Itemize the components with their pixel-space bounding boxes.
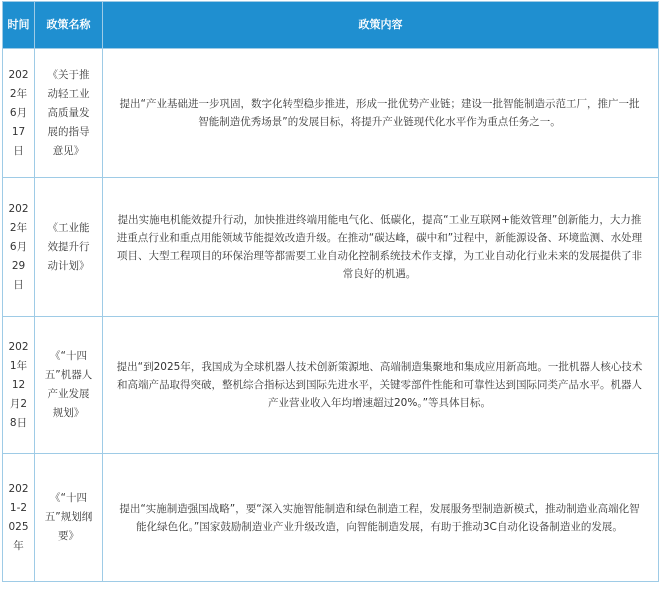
policy-date: 2021-2025年 bbox=[3, 454, 35, 582]
table-row bbox=[3, 454, 659, 582]
table-row bbox=[3, 178, 659, 317]
table-header-row bbox=[3, 2, 659, 49]
policy-name: 《工业能效提升行动计划》 bbox=[35, 178, 103, 317]
policy-date: 2021年12月28日 bbox=[3, 317, 35, 454]
table-row bbox=[3, 49, 659, 178]
policy-content: 提出“到2025年，我国成为全球机器人技术创新策源地、高端制造集聚地和集成应用新高地。一批机器人核心技术和高端产品取得突破，整机综合指标达到国际先进水平，关键零部件性能和可靠性达到国际同类产品水平。机器人产业营业收入年均增速超过20%。”等具体目标。 bbox=[103, 317, 659, 454]
policy-name: 《“十四五”机器人产业发展规划》 bbox=[35, 317, 103, 454]
header-time: 时间 bbox=[3, 2, 35, 49]
header-policy-content: 政策内容 bbox=[103, 2, 659, 49]
table-row bbox=[3, 317, 659, 454]
policy-content: 提出“产业基础进一步巩固，数字化转型稳步推进，形成一批优势产业链；建设一批智能制造示范工厂，推广一批智能制造优秀场景”的发展目标，将提升产业链现代化水平作为重点任务之一。 bbox=[103, 49, 659, 178]
header-policy-name: 政策名称 bbox=[35, 2, 103, 49]
policy-content: 提出“实施制造强国战略”，要“深入实施智能制造和绿色制造工程，发展服务型制造新模式，推动制造业高端化智能化绿色化。”国家鼓励制造业产业升级改造，向智能制造发展，有助于推动3C自动化设备制造业的发展。 bbox=[103, 454, 659, 582]
policy-content: 提出实施电机能效提升行动，加快推进终端用能电气化、低碳化，提高“工业互联网+能效管理”创新能力，大力推进重点行业和重点用能领域节能提效改造升级。在推动“碳达峰，碳中和”过程中，新能源设备、环境监测、水处理项目、大型工程项目的环保治理等都需要工业自动化控制系统技术作支撑，为工业自动化行业未来的发展提供了非常良好的机遇。 bbox=[103, 178, 659, 317]
policy-date: 2022年6月29日 bbox=[3, 178, 35, 317]
policy-table bbox=[2, 1, 659, 582]
policy-name: 《“十四五”规划纲要》 bbox=[35, 454, 103, 582]
policy-date: 2022年6月17日 bbox=[3, 49, 35, 178]
policy-name: 《关于推动轻工业高质量发展的指导意见》 bbox=[35, 49, 103, 178]
